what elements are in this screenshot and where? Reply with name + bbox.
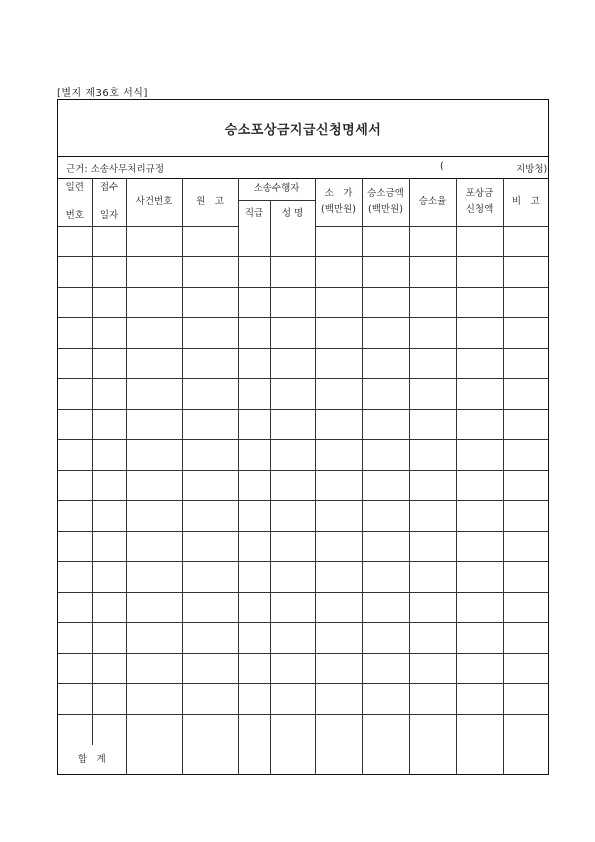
table-cell[interactable] [92,440,126,471]
table-cell[interactable] [238,257,270,288]
table-cell[interactable] [238,379,270,410]
header-row-top [58,178,548,200]
table-cell[interactable] [92,409,126,440]
table-cell[interactable] [362,562,409,593]
office-paren-open: ( [440,161,444,172]
table-cell[interactable] [362,287,409,318]
table-cell[interactable] [238,684,270,715]
total-cell[interactable] [409,745,456,775]
table-cell[interactable] [182,348,238,379]
total-row [58,745,548,775]
table-cell[interactable] [126,409,182,440]
table-cell[interactable] [238,592,270,623]
table-row [58,440,548,471]
header-reward-line1: 포상금 [465,188,494,200]
header-rank: 직급 [238,200,270,226]
table-cell[interactable] [126,348,182,379]
table-cell[interactable] [238,226,270,257]
table-row [58,318,548,349]
table-cell[interactable] [238,470,270,501]
table-cell[interactable] [409,470,456,501]
table-cell[interactable] [58,653,92,684]
table-cell[interactable] [456,440,503,471]
table-cell[interactable] [182,623,238,654]
header-case-number: 사건번호 [126,178,182,226]
table-cell[interactable] [92,714,126,745]
table-cell[interactable] [409,440,456,471]
table-cell[interactable] [270,714,315,745]
total-cell[interactable] [270,745,315,775]
table-cell[interactable] [126,684,182,715]
table-cell[interactable] [456,623,503,654]
header-won-amount-line1: 승소금액 [367,188,404,200]
table-cell[interactable] [409,592,456,623]
table-cell[interactable] [58,257,92,288]
table-row [58,257,548,288]
header-won-amount-line2: (백만원) [368,203,403,215]
table-cell[interactable] [182,592,238,623]
table-cell[interactable] [126,257,182,288]
table-cell[interactable] [270,562,315,593]
table-cell[interactable] [362,714,409,745]
table-cell[interactable] [362,440,409,471]
table-cell[interactable] [409,714,456,745]
header-received-line1: 접수 [99,181,119,193]
table-cell[interactable] [456,287,503,318]
table-cell[interactable] [58,714,92,745]
table-cell[interactable] [58,226,92,257]
table-cell[interactable] [238,562,270,593]
table-cell[interactable] [238,318,270,349]
table-cell[interactable] [92,531,126,562]
table-cell[interactable] [182,501,238,532]
table-cell[interactable] [315,348,362,379]
table-cell[interactable] [58,379,92,410]
table-cell[interactable] [58,562,92,593]
table-cell[interactable] [270,348,315,379]
table-cell[interactable] [409,348,456,379]
table-cell[interactable] [182,379,238,410]
table-cell[interactable] [503,440,548,471]
table-cell[interactable] [409,318,456,349]
table-cell[interactable] [409,501,456,532]
table-cell[interactable] [315,653,362,684]
header-claim-value-line1: 소 가 [324,188,353,200]
table-cell[interactable] [315,257,362,288]
table-cell[interactable] [126,653,182,684]
table-cell[interactable] [409,287,456,318]
total-cell[interactable] [182,745,238,775]
table-cell[interactable] [315,318,362,349]
table-cell[interactable] [270,226,315,257]
table-cell[interactable] [503,623,548,654]
table-cell[interactable] [315,714,362,745]
table-cell[interactable] [58,501,92,532]
table-cell[interactable] [362,409,409,440]
table-row [58,470,548,501]
table-cell[interactable] [238,501,270,532]
table-cell[interactable] [362,318,409,349]
header-claim-value [315,178,362,226]
table-cell[interactable] [126,470,182,501]
table-cell[interactable] [456,470,503,501]
table-cell[interactable] [58,623,92,654]
table-cell[interactable] [270,409,315,440]
table-cell[interactable] [409,257,456,288]
table-cell[interactable] [456,592,503,623]
table-cell[interactable] [182,318,238,349]
table-cell[interactable] [362,623,409,654]
table-cell[interactable] [238,287,270,318]
total-cell[interactable] [456,745,503,775]
table-row [58,531,548,562]
table-cell[interactable] [58,348,92,379]
table-cell[interactable] [126,592,182,623]
table-cell[interactable] [238,623,270,654]
header-win-rate: 승소율 [409,178,456,226]
table-cell[interactable] [409,653,456,684]
table-cell[interactable] [362,379,409,410]
table-cell[interactable] [456,653,503,684]
header-serial-line2: 번호 [65,210,84,222]
table-cell[interactable] [362,531,409,562]
table-cell[interactable] [270,318,315,349]
table-cell[interactable] [503,501,548,532]
table-cell[interactable] [409,562,456,593]
table-cell[interactable] [456,531,503,562]
table-cell[interactable] [92,653,126,684]
table-cell[interactable] [362,348,409,379]
table-cell[interactable] [456,562,503,593]
table-cell[interactable] [456,257,503,288]
table-row [58,592,548,623]
table-row [58,501,548,532]
table-cell[interactable] [409,623,456,654]
table-cell[interactable] [126,379,182,410]
table-cell[interactable] [503,257,548,288]
table-cell[interactable] [456,409,503,440]
table-cell[interactable] [270,623,315,654]
form-frame [57,99,549,775]
table-cell[interactable] [270,287,315,318]
table-cell[interactable] [362,653,409,684]
table-cell[interactable] [503,287,548,318]
table-cell[interactable] [409,379,456,410]
table-row [58,409,548,440]
table-cell[interactable] [92,562,126,593]
claims-table [58,178,548,775]
table-cell[interactable] [58,684,92,715]
table-cell[interactable] [456,684,503,715]
table-cell[interactable] [456,348,503,379]
table-cell[interactable] [182,287,238,318]
table-cell[interactable] [409,684,456,715]
table-row [58,623,548,654]
form-number-label: [별지 제36호 서식] [57,88,148,99]
header-received-date [92,178,126,226]
table-cell[interactable] [503,318,548,349]
table-cell[interactable] [315,592,362,623]
table-cell[interactable] [92,592,126,623]
table-cell[interactable] [315,684,362,715]
header-received-line2: 일자 [99,210,119,222]
table-cell[interactable] [58,287,92,318]
title-box [58,100,548,157]
header-claim-value-line2: (백만원) [321,203,356,215]
header-performer: 소송수행자 [238,178,315,200]
table-cell[interactable] [182,684,238,715]
table-cell[interactable] [126,287,182,318]
total-cell[interactable] [362,745,409,775]
table-cell[interactable] [238,409,270,440]
table-cell[interactable] [315,409,362,440]
table-cell[interactable] [58,318,92,349]
total-cell[interactable] [503,745,548,775]
table-cell[interactable] [58,440,92,471]
header-name: 성 명 [270,200,315,226]
table-cell[interactable] [456,226,503,257]
table-cell[interactable] [362,470,409,501]
table-row [58,348,548,379]
table-cell[interactable] [270,257,315,288]
total-cell[interactable] [315,745,362,775]
table-cell[interactable] [126,531,182,562]
table-cell[interactable] [362,684,409,715]
table-cell[interactable] [270,592,315,623]
table-cell[interactable] [503,653,548,684]
table-cell[interactable] [182,531,238,562]
table-cell[interactable] [92,287,126,318]
table-cell[interactable] [315,501,362,532]
table-cell[interactable] [456,501,503,532]
table-cell[interactable] [503,562,548,593]
table-cell[interactable] [238,714,270,745]
table-cell[interactable] [270,470,315,501]
table-cell[interactable] [409,409,456,440]
table-cell[interactable] [58,531,92,562]
table-cell[interactable] [182,226,238,257]
table-row [58,287,548,318]
table-cell[interactable] [182,440,238,471]
table-cell[interactable] [456,379,503,410]
table-cell[interactable] [503,470,548,501]
table-cell[interactable] [182,257,238,288]
table-cell[interactable] [362,226,409,257]
table-cell[interactable] [238,531,270,562]
table-body [58,226,548,745]
table-cell[interactable] [92,379,126,410]
table-row [58,226,548,257]
table-cell[interactable] [409,226,456,257]
table-cell[interactable] [238,348,270,379]
table-cell[interactable] [58,470,92,501]
table-cell[interactable] [182,470,238,501]
total-label: 합 계 [58,745,126,775]
table-cell[interactable] [456,318,503,349]
table-cell[interactable] [126,714,182,745]
table-cell[interactable] [92,623,126,654]
table-cell[interactable] [503,226,548,257]
total-cell[interactable] [126,745,182,775]
basis-row [58,156,548,179]
table-cell[interactable] [503,714,548,745]
table-cell[interactable] [182,562,238,593]
header-reward-amount [456,178,503,226]
office-label: 지방청) [516,164,548,175]
table-cell[interactable] [315,379,362,410]
table-cell[interactable] [503,379,548,410]
table-cell[interactable] [182,653,238,684]
table-cell[interactable] [92,501,126,532]
table-cell[interactable] [126,318,182,349]
table-row [58,684,548,715]
table-cell[interactable] [270,440,315,471]
table-cell[interactable] [270,379,315,410]
table-row [58,562,548,593]
header-serial [58,178,92,226]
table-cell[interactable] [315,226,362,257]
table-cell[interactable] [182,714,238,745]
table-cell[interactable] [503,531,548,562]
header-plaintiff: 원 고 [182,178,238,226]
table-cell[interactable] [315,531,362,562]
table-cell[interactable] [126,440,182,471]
table-cell[interactable] [503,592,548,623]
table-cell[interactable] [126,501,182,532]
table-cell[interactable] [270,501,315,532]
table-cell[interactable] [92,470,126,501]
table-cell[interactable] [315,623,362,654]
form-title: 승소포상금지급신청명세서 [224,122,382,138]
table-cell[interactable] [503,409,548,440]
table-cell[interactable] [362,592,409,623]
table-cell[interactable] [126,623,182,654]
table-cell[interactable] [315,287,362,318]
table-cell[interactable] [270,531,315,562]
header-won-amount [362,178,409,226]
table-cell[interactable] [58,592,92,623]
table-cell[interactable] [126,562,182,593]
table-row [58,379,548,410]
table-row [58,714,548,745]
table-cell[interactable] [92,348,126,379]
table-cell[interactable] [315,562,362,593]
table-cell[interactable] [315,440,362,471]
table-cell[interactable] [270,653,315,684]
table-cell[interactable] [270,684,315,715]
table-row [58,653,548,684]
table-cell[interactable] [362,501,409,532]
table-cell[interactable] [92,684,126,715]
header-remarks: 비 고 [503,178,548,226]
table-cell[interactable] [503,348,548,379]
table-cell[interactable] [92,257,126,288]
table-cell[interactable] [456,714,503,745]
table-cell[interactable] [315,470,362,501]
table-cell[interactable] [58,409,92,440]
header-reward-line2: 신청액 [465,203,494,215]
table-cell[interactable] [238,653,270,684]
table-cell[interactable] [409,531,456,562]
total-cell[interactable] [238,745,270,775]
header-serial-line1: 일련 [65,181,84,193]
table-cell[interactable] [238,440,270,471]
table-cell[interactable] [503,684,548,715]
basis-text: 근거: 소송사무처리규정 [66,164,164,175]
table-cell[interactable] [182,409,238,440]
table-cell[interactable] [362,257,409,288]
table-cell[interactable] [126,226,182,257]
table-cell[interactable] [92,226,126,257]
table-cell[interactable] [92,318,126,349]
